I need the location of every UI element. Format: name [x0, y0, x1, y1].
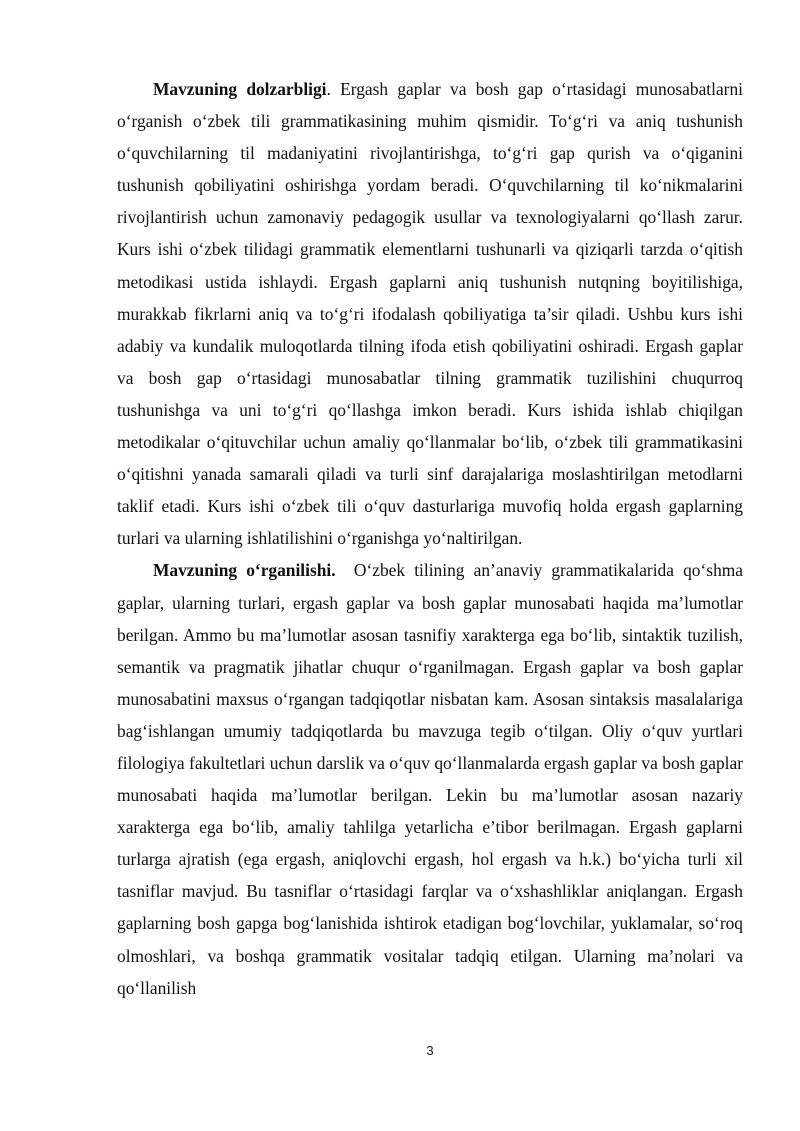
body-text	[117, 73, 748, 1004]
paragraph-study	[117, 554, 748, 1003]
paragraph-relevance-text: Ergash gaplar va bosh gap o‘rtasidagi munosabatlarni o‘rganish o‘zbek tili grammatikasining muhim qismidir. To‘g‘ri va aniq tushunish o‘quvchilarning til madaniyatini rivojlantirishga, to‘g‘ri gap qurish va o‘qiganini tushunish qobiliyatini oshirishga yordam beradi. O‘quvchilarning til ko‘nikmalarini rivojlantirish uchun zamonaviy pedagogik usullar va texnologiyalarni qo‘llash zarur. Kurs ishi o‘zbek tilidagi grammatik elementlarni tushunarli va qiziqarli tarzda o‘qitish metodikasi ustida ishlaydi. Ergash gaplarni aniq tushunish nutqning boyitilishiga, murakkab fikrlarni aniq va to‘g‘ri ifodalash qobiliyatiga ta’sir qiladi. Ushbu kurs ishi adabiy va kundalik muloqotlarda tilning ifoda etish qobiliyatini oshiradi. Ergash gaplar va bosh gap o‘rtasidagi munosabatlar tilning grammatik tuzilishini chuqurroq tushunishga va uni to‘g‘ri qo‘llashga imkon beradi. Kurs ishida ishlab chiqilgan metodikalar o‘qituvchilar uchun amaliy qo‘llanmalar bo‘lib, o‘zbek tili grammatikasini o‘qitishni yanada samarali qiladi va turli sinf darajalariga moslashtirilgan metodlarni taklif etadi. Kurs ishi o‘zbek tili o‘quv dasturlariga muvofiq holda ergash gaplarning turlari va ularning ishlatilishini o‘rganishga yo‘naltirilgan.	[117, 79, 743, 549]
page-number: 3	[426, 1043, 434, 1058]
heading-relevance-suffix: .	[326, 79, 331, 99]
paragraph-relevance	[117, 73, 743, 554]
paragraph-study-text: O‘zbek tilining an’anaviy grammatikalarida qo‘shma gaplar, ularning turlari, ergash gaplar va bosh gaplar munosabati haqida ma’lumotlar berilgan. Ammo bu ma’lumotlar asosan tasnifiy xarakterga ega bo‘lib, sintaktik tuzilish, semantik va pragmatik jihatlar chuqur o‘rganilmagan. Ergash gaplar va bosh gaplar munosabatini maxsus o‘rgangan tadqiqotlar nisbatan kam. Asosan sintaksis masalalariga bag‘ishlangan umumiy tadqiqotlarda bu mavzuga tegib o‘tilgan. Oliy o‘quv yurtlari filologiya fakultetlari uchun darslik va o‘quv qo‘llanmalarda ergash gaplar va bosh gaplar munosabati haqida ma’lumotlar berilgan. Lekin bu ma’lumotlar asosan nazariy xarakterga ega bo‘lib, amaliy tahlilga yetarlicha e’tibor berilmagan. Ergash gaplarni turlarga ajratish (ega ergash, aniqlovchi ergash, hol ergash va h.k.) bo‘yicha turli xil tasniflar mavjud. Bu tasniflar o‘rtasidagi farqlar va o‘xshashliklar aniqlangan. Ergash gaplarning bosh gapga bog‘lanishida ishtirok etadigan bog‘lovchilar, yuklamalar, so‘roq olmoshlari, va boshqa grammatik vositalar tadqiq etilgan. Ularning ma’nolari va qo‘llanilish	[117, 560, 748, 998]
heading-study: Mavzuning o‘rganilishi.	[153, 560, 336, 581]
heading-relevance: Mavzuning dolzarbligi	[153, 79, 327, 99]
